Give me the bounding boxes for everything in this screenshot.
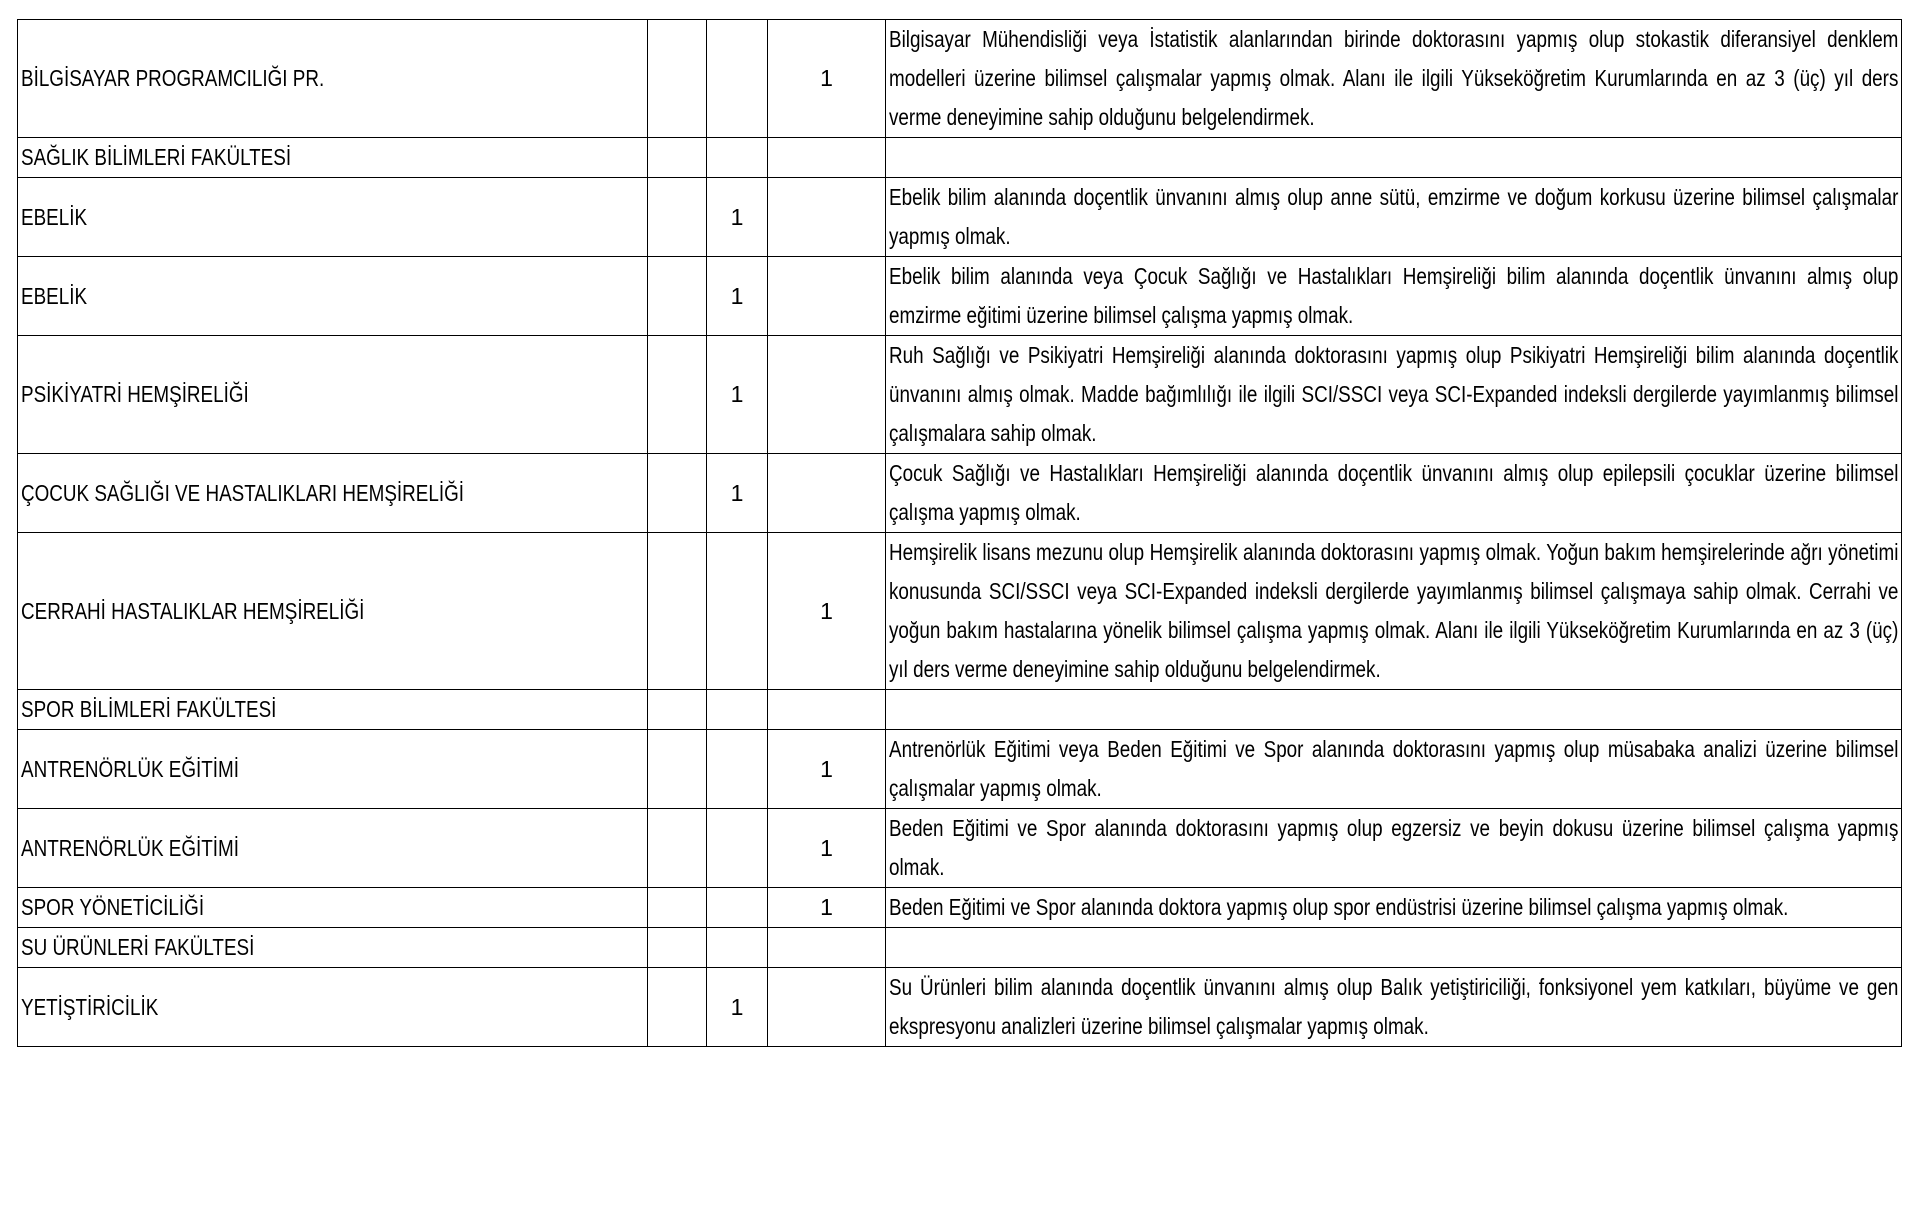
count-col-2-cell — [648, 809, 707, 888]
program-name-cell — [18, 968, 648, 1047]
count-col-3-cell — [707, 454, 768, 533]
table-row — [18, 809, 1902, 888]
table-row — [18, 730, 1902, 809]
count-col-2-cell — [648, 454, 707, 533]
count-col-2-cell — [648, 257, 707, 336]
count-col-2-cell — [648, 336, 707, 454]
positions-table — [17, 19, 1902, 1047]
count-col-4-cell — [768, 968, 886, 1047]
requirements-cell — [886, 730, 1902, 809]
program-name-text: PSİKİYATRİ HEMŞİRELİĞİ — [21, 381, 249, 407]
count-col-3-cell — [707, 730, 768, 809]
program-name-text: SPOR BİLİMLERİ FAKÜLTESİ — [21, 696, 277, 722]
requirements-cell — [886, 928, 1902, 968]
program-name-text: ÇOCUK SAĞLIĞI VE HASTALIKLARI HEMŞİRELİĞİ — [21, 479, 464, 506]
requirements-cell — [886, 690, 1902, 730]
program-name-cell — [18, 178, 648, 257]
requirements-cell — [886, 533, 1902, 690]
count-col-4-text: 1 — [820, 894, 833, 920]
table-body — [18, 20, 1902, 1047]
requirements-cell — [886, 454, 1902, 533]
count-col-2-cell — [648, 968, 707, 1047]
count-col-3-cell — [707, 138, 768, 178]
count-col-3-cell — [707, 809, 768, 888]
program-name-cell — [18, 690, 648, 730]
faculty-header-row — [18, 928, 1902, 968]
count-col-3-cell — [707, 20, 768, 138]
count-col-4-text: 1 — [820, 597, 833, 624]
count-col-4-cell — [768, 730, 886, 809]
table-row — [18, 257, 1902, 336]
table-row — [18, 533, 1902, 690]
count-col-4-cell — [768, 928, 886, 968]
table-row — [18, 888, 1902, 928]
program-name-text: SAĞLIK BİLİMLERİ FAKÜLTESİ — [21, 144, 292, 170]
program-name-text: CERRAHİ HASTALIKLAR HEMŞİRELİĞİ — [21, 597, 365, 624]
count-col-3-cell — [707, 178, 768, 257]
table-row — [18, 20, 1902, 138]
requirements-cell — [886, 809, 1902, 888]
requirements-cell — [886, 20, 1902, 138]
requirements-text: Antrenörlük Eğitimi veya Beden Eğitimi ve Spor alanında doktorasını yapmış olup müsabaka analizi üzerine bilimsel çalışmalar yapmış olmak. — [889, 736, 1899, 801]
table-row — [18, 336, 1902, 454]
requirements-cell — [886, 257, 1902, 336]
program-name-cell — [18, 257, 648, 336]
requirements-text: Ruh Sağlığı ve Psikiyatri Hemşireliği alanında doktorasını yapmış olup Psikiyatri Hemşireliği bilim alanında doçentlik ünvanını almış olmak. Madde bağımlılığı ile ilgili SCI/SSCI veya SCI-Expanded indeksli dergilerde yayımlanmış bilimsel çalışmalara sahip olmak. — [889, 342, 1899, 446]
count-col-4-cell — [768, 533, 886, 690]
program-name-cell — [18, 809, 648, 888]
requirements-cell — [886, 888, 1902, 928]
program-name-text: SU ÜRÜNLERİ FAKÜLTESİ — [21, 934, 255, 960]
count-col-3-text: 1 — [730, 282, 744, 309]
program-name-cell — [18, 20, 648, 138]
count-col-3-cell — [707, 257, 768, 336]
count-col-2-cell — [648, 888, 707, 928]
program-name-text: SPOR YÖNETİCİLİĞİ — [21, 894, 205, 920]
program-name-cell — [18, 928, 648, 968]
program-name-text: ANTRENÖRLÜK EĞİTİMİ — [21, 755, 239, 782]
count-col-3-cell — [707, 968, 768, 1047]
program-name-cell — [18, 336, 648, 454]
count-col-3-text: 1 — [730, 479, 744, 506]
count-col-4-text: 1 — [820, 834, 833, 861]
requirements-cell — [886, 138, 1902, 178]
program-name-cell — [18, 533, 648, 690]
program-name-text: BİLGİSAYAR PROGRAMCILIĞI PR. — [21, 65, 325, 91]
faculty-header-row — [18, 138, 1902, 178]
count-col-4-cell — [768, 138, 886, 178]
count-col-4-cell — [768, 690, 886, 730]
program-name-text: EBELİK — [21, 282, 88, 309]
program-name-text: YETİŞTİRİCİLİK — [21, 993, 159, 1020]
requirements-cell — [886, 968, 1902, 1047]
count-col-2-cell — [648, 138, 707, 178]
count-col-4-cell — [768, 809, 886, 888]
count-col-2-cell — [648, 533, 707, 690]
count-col-2-cell — [648, 730, 707, 809]
count-col-2-cell — [648, 178, 707, 257]
program-name-text: ANTRENÖRLÜK EĞİTİMİ — [21, 834, 239, 861]
faculty-header-row — [18, 690, 1902, 730]
program-name-cell — [18, 454, 648, 533]
requirements-text: Su Ürünleri bilim alanında doçentlik ünvanını almış olup Balık yetiştiriciliği, fonksiyonel yem katkıları, büyüme ve gen ekspresyonu analizleri üzerine bilimsel çalışmalar yapmış olmak. — [889, 974, 1899, 1039]
requirements-cell — [886, 178, 1902, 257]
count-col-4-cell — [768, 257, 886, 336]
count-col-2-cell — [648, 20, 707, 138]
count-col-4-text: 1 — [820, 755, 833, 782]
table-row — [18, 454, 1902, 533]
count-col-3-cell — [707, 888, 768, 928]
count-col-3-text: 1 — [730, 993, 744, 1020]
table-row — [18, 178, 1902, 257]
requirements-text: Ebelik bilim alanında veya Çocuk Sağlığı ve Hastalıkları Hemşireliği bilim alanında doçentlik ünvanını almış olup emzirme eğitimi üzerine bilimsel çalışma yapmış olmak. — [889, 263, 1899, 328]
count-col-4-cell — [768, 20, 886, 138]
requirements-cell — [886, 336, 1902, 454]
count-col-3-cell — [707, 690, 768, 730]
count-col-2-cell — [648, 690, 707, 730]
requirements-text: Beden Eğitimi ve Spor alanında doktora yapmış olup spor endüstrisi üzerine bilimsel çalışma yapmış olmak. — [889, 894, 1789, 920]
requirements-text: Hemşirelik lisans mezunu olup Hemşirelik alanında doktorasını yapmış olmak. Yoğun bakım hemşirelerinde ağrı yönetimi konusunda SCI/SSCI veya SCI-Expanded indeksli dergilerde yayımlanmış bilimsel çalışmaya sahip olmak. Cerrahi ve yoğun bakım hastalarına yönelik bilimsel çalışma yapmış olmak. Alanı ile ilgili Yükseköğretim Kurumlarında en az 3 (üç) yıl ders verme deneyimine sahip olduğunu belgelendirmek. — [889, 539, 1899, 682]
count-col-3-cell — [707, 533, 768, 690]
count-col-3-text: 1 — [730, 203, 744, 230]
count-col-3-cell — [707, 928, 768, 968]
count-col-2-cell — [648, 928, 707, 968]
count-col-4-text: 1 — [820, 65, 833, 91]
requirements-text: Çocuk Sağlığı ve Hastalıkları Hemşireliği alanında doçentlik ünvanını almış olup epilepsili çocuklar üzerine bilimsel çalışma yapmış olmak. — [889, 460, 1899, 525]
program-name-cell — [18, 138, 648, 178]
table-row — [18, 968, 1902, 1047]
count-col-4-cell — [768, 178, 886, 257]
count-col-4-cell — [768, 336, 886, 454]
requirements-text: Bilgisayar Mühendisliği veya İstatistik alanlarından birinde doktorasını yapmış olup stokastik diferansiyel denklem modelleri üzerine bilimsel çalışmalar yapmış olmak. Alanı ile ilgili Yükseköğretim Kurumlarında en az 3 (üç) yıl ders verme deneyimine sahip olduğunu belgelendirmek. — [889, 26, 1899, 130]
count-col-4-cell — [768, 454, 886, 533]
program-name-text: EBELİK — [21, 203, 88, 230]
count-col-3-text: 1 — [730, 381, 744, 407]
count-col-3-cell — [707, 336, 768, 454]
requirements-text: Beden Eğitimi ve Spor alanında doktorasını yapmış olup egzersiz ve beyin dokusu üzerine bilimsel çalışma yapmış olmak. — [889, 815, 1899, 880]
program-name-cell — [18, 888, 648, 928]
requirements-text: Ebelik bilim alanında doçentlik ünvanını almış olup anne sütü, emzirme ve doğum korkusu üzerine bilimsel çalışmalar yapmış olmak. — [889, 184, 1899, 249]
program-name-cell — [18, 730, 648, 809]
count-col-4-cell — [768, 888, 886, 928]
